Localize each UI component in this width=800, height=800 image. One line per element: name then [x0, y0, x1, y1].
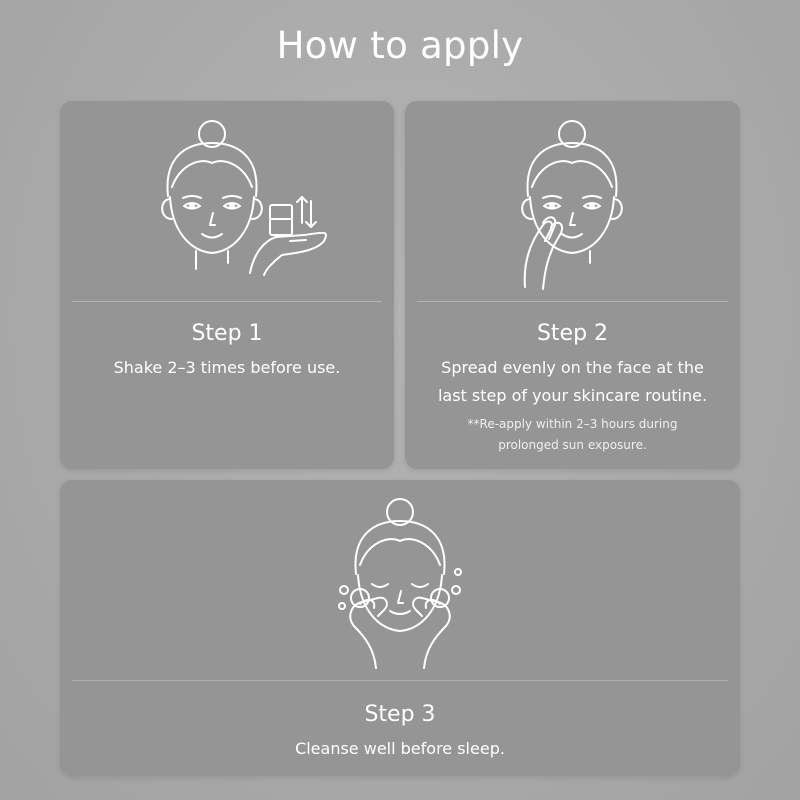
divider	[72, 301, 382, 302]
face-applying-icon	[405, 101, 740, 301]
step-1-card	[60, 101, 394, 469]
face-washing-icon	[60, 480, 740, 680]
step-1-title: Step 1	[191, 321, 263, 346]
step-3-card	[60, 480, 740, 776]
step-3-title: Step 3	[364, 702, 436, 727]
divider	[417, 301, 728, 302]
step-2-description-line1: Spread evenly on the face at the	[441, 358, 704, 377]
step-2-note-line2: prolonged sun exposure.	[498, 438, 647, 452]
step-2-title: Step 2	[536, 321, 609, 346]
step-2-description-line2: last step of your skincare routine.	[437, 386, 708, 405]
step-2-note-line1: **Re-apply within 2–3 hours during	[467, 417, 678, 431]
divider	[72, 680, 728, 681]
step-3-description: Cleanse well before sleep.	[295, 739, 505, 758]
page-title: How to apply	[276, 24, 524, 67]
step-1-description: Shake 2–3 times before use.	[113, 358, 341, 377]
step-2-card	[405, 101, 740, 469]
face-with-bottle-icon	[60, 101, 394, 301]
